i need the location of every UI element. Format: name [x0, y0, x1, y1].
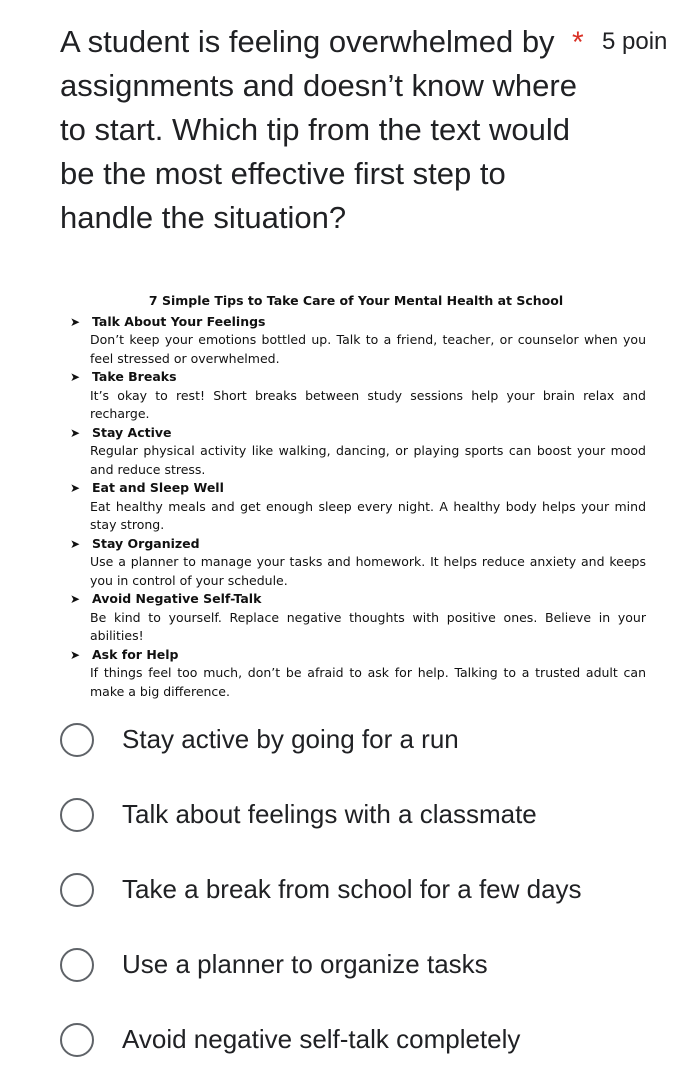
radio-button[interactable] — [60, 873, 94, 907]
tip-heading: Eat and Sleep Well — [92, 480, 224, 495]
arrow-bullet-icon: ➤ — [70, 592, 81, 606]
points-label: 5 poin — [602, 28, 668, 55]
arrow-bullet-icon: ➤ — [70, 647, 81, 662]
option-label[interactable]: Use a planner to organize tasks — [122, 949, 488, 979]
question-text: A student is feeling overwhelmed by assignments and doesn’t know where to start. Which tip from the text would be the most effective first step to handle the situation? — [60, 24, 577, 235]
option-take-break[interactable] — [60, 852, 680, 927]
passage-title: 7 Simple Tips to Take Care of Your Mental Health at School — [148, 293, 564, 308]
arrow-bullet-icon: ➤ — [70, 314, 81, 329]
option-label[interactable]: Take a break from school for a few days — [122, 874, 582, 904]
tip-heading: Ask for Help — [92, 646, 179, 662]
tip-body: Regular physical activity like walking, dancing, or playing sports can boost your mood and reduce stress. — [90, 443, 646, 477]
tip-item — [66, 535, 646, 591]
option-use-planner[interactable] — [60, 927, 680, 1002]
tip-body: Use a planner to manage your tasks and homework. It helps reduce anxiety and keeps you in control of your schedule. — [90, 554, 646, 588]
tip-item — [66, 313, 646, 369]
option-stay-active[interactable] — [60, 702, 680, 777]
tip-heading: Stay Active — [92, 424, 172, 440]
tip-body: If things feel too much, don’t be afraid to ask for help. Talking to a trusted adult can make a big difference. — [90, 665, 646, 699]
arrow-bullet-icon: ➤ — [70, 536, 81, 551]
arrow-bullet-icon: ➤ — [70, 425, 81, 440]
option-talk-feelings[interactable] — [60, 777, 680, 852]
arrow-bullet-icon: ➤ — [70, 481, 81, 495]
option-label[interactable]: Talk about feelings with a classmate — [122, 799, 537, 829]
tip-item — [66, 646, 646, 702]
option-label[interactable]: Avoid negative self-talk completely — [122, 1024, 521, 1054]
arrow-bullet-icon: ➤ — [70, 370, 81, 384]
radio-button[interactable] — [60, 723, 94, 757]
tip-heading: Stay Organized — [92, 535, 200, 551]
required-asterisk: * — [572, 26, 584, 59]
option-label[interactable]: Stay active by going for a run — [122, 724, 459, 754]
radio-button[interactable] — [60, 948, 94, 982]
radio-button[interactable] — [60, 1023, 94, 1057]
tip-item — [66, 368, 646, 424]
answer-options — [60, 702, 680, 1077]
option-avoid-negative[interactable] — [60, 1002, 680, 1077]
tip-body: Be kind to yourself. Replace negative thoughts with positive ones. Believe in your abilities! — [90, 609, 646, 643]
radio-button[interactable] — [60, 798, 94, 832]
tip-body: Don’t keep your emotions bottled up. Talk to a friend, teacher, or counselor when you feel stressed or overwhelmed. — [90, 332, 646, 366]
passage-image — [66, 292, 646, 701]
tip-body: It’s okay to rest! Short breaks between study sessions help your brain relax and recharge. — [90, 387, 646, 421]
tip-heading: Talk About Your Feelings — [92, 313, 266, 329]
tip-body: Eat healthy meals and get enough sleep every night. A healthy body helps your mind stay strong. — [90, 498, 646, 532]
tip-heading: Avoid Negative Self-Talk — [92, 591, 262, 606]
tip-item — [66, 590, 646, 646]
tip-item — [66, 479, 646, 535]
tip-item — [66, 424, 646, 480]
tip-heading: Take Breaks — [92, 369, 177, 384]
